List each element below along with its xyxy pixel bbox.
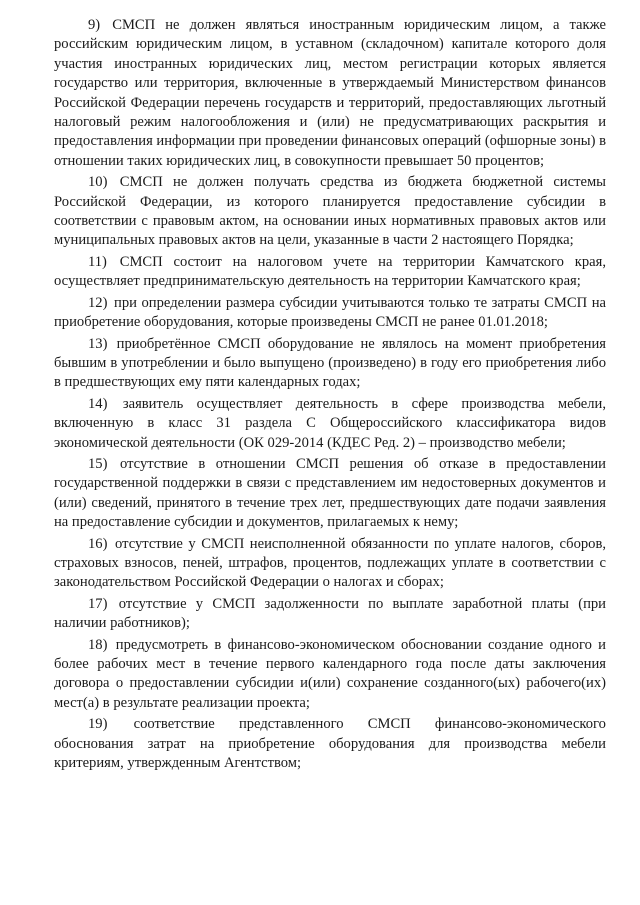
list-item-19 [54,715,606,773]
list-item-18 [54,636,606,714]
item-text: СМСП состоит на налоговом учете на территории Камчатского края, осуществляет предпринимательскую деятельность на территории Камчатского края; [54,253,606,290]
list-item-12 [54,294,606,333]
item-text: при определении размера субсидии учитываются только те затраты СМСП на приобретение оборудования, которые произведены СМСП не ранее 01.01.2018; [54,294,606,331]
item-number: 12) [88,294,108,311]
item-text: СМСП не должен являться иностранным юридическим лицом, а также российским юридическим лицом, в уставном (складочном) капитале которого доля участия иностранных юридических лиц, местом регистрации которых является государство или территория, включенные в утверждаемый Министерством финансов Российской Федерации перечень государств и территорий, предоставляющих льготный налоговый режим налогообложения и (или) не предусматривающих раскрытия и предоставления информации при проведении финансовых операций (офшорные зоны) в отношении таких юридических лиц, в совокупности превышает 50 процентов; [54,17,606,169]
item-text: приобретённое СМСП оборудование не являлось на момент приобретения бывшим в употреблении и было выпущено (произведено) в году его приобретения либо в предшествующих ему пяти календарных годах; [54,335,607,391]
list-item-16 [54,535,606,593]
item-number: 17) [88,595,108,612]
item-text: отсутствие у СМСП задолженности по выплате заработной платы (при наличии работников); [54,595,606,632]
item-number: 11) [88,253,107,270]
item-number: 14) [88,395,108,412]
item-text: предусмотреть в финансово-экономическом обосновании создание одного и более рабочих мест в течение первого календарного года после даты заключения договора о предоставлении субсидии и(или) сохранение созданного(ых) рабочего(их) мест(а) в результате реализации проекта; [54,636,606,711]
item-text: отсутствие в отношении СМСП решения об отказе в предоставлении государственной поддержки в связи с представлением им недостоверных документов и (или) сведений, принятого в течение трех лет, предшествующих дате подачи заявления на предоставление субсидии и документов, прилагаемых к нему; [54,455,606,531]
item-number: 15) [88,455,108,472]
item-number: 16) [88,535,108,552]
item-number: 13) [88,335,108,352]
list-item-9 [54,16,606,171]
list-item-17 [54,595,606,634]
list-item-10 [54,173,606,251]
item-text: отсутствие у СМСП неисполненной обязанности по уплате налогов, сборов, страховых взносов, пеней, штрафов, процентов, подлежащих уплате в соответствии с законодательством Российской Федерации о налогах и сборах; [54,535,606,591]
item-number: 9) [88,17,101,33]
list-item-15 [54,455,606,533]
item-number: 10) [88,174,108,191]
item-text: соответствие представленного СМСП финансово-экономического обоснования затрат на приобретение оборудования для производства мебели критериям, утвержденным Агентством; [54,716,606,772]
item-text: СМСП не должен получать средства из бюджета бюджетной системы Российской Федерации, из которого планируется предоставление субсидии в соответствии с правовым актом, на основании иных нормативных правовых актов или муниципальных правовых актов на цели, указанные в части 2 настоящего Порядка; [54,174,606,249]
list-item-14 [54,395,606,453]
item-number: 18) [88,636,108,653]
list-item-13 [54,335,606,393]
list-item-11 [54,253,606,292]
item-text: заявитель осуществляет деятельность в сфере производства мебели, включенную в класс 31 раздела С Общероссийского классификатора видов экономической деятельности (ОК 029-2014 (КДЕС Ред. 2) – производство мебели; [54,395,606,451]
document-body [54,16,606,775]
item-number: 19) [88,716,108,733]
